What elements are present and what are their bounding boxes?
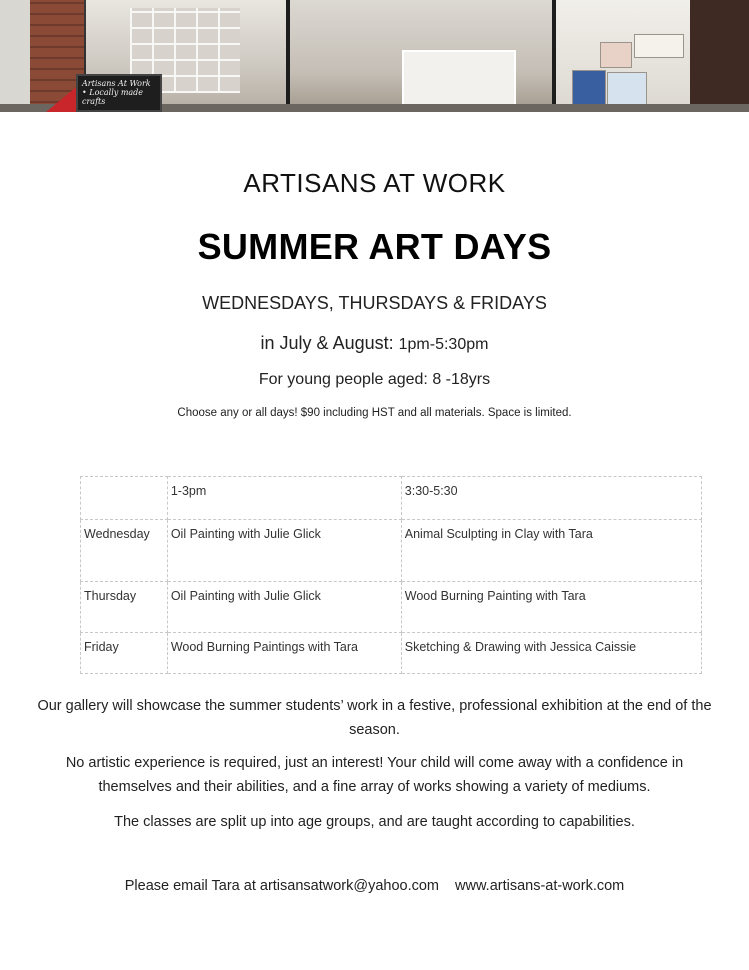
door-frame bbox=[690, 0, 749, 112]
table-cell: Sketching & Drawing with Jessica Caissie bbox=[401, 633, 701, 674]
table-row bbox=[81, 633, 702, 674]
table-cell: Friday bbox=[81, 633, 168, 674]
months-line bbox=[0, 333, 749, 354]
table-cell: Wood Burning Paintings with Tara bbox=[167, 633, 401, 674]
experience-paragraph: No artistic experience is required, just an interest! Your child will come away with a confidence in themselves and their abilities, and a fine array of works showing a variety of mediums. bbox=[65, 755, 684, 795]
time-text: 1pm-5:30pm bbox=[398, 336, 489, 353]
sandwich-board-sign bbox=[46, 74, 164, 112]
storefront-photo bbox=[0, 0, 749, 112]
days-line: WEDNESDAYS, THURSDAYS & FRIDAYS bbox=[202, 293, 547, 313]
table-cell: Animal Sculpting in Clay with Tara bbox=[401, 520, 701, 582]
table-cell: Oil Painting with Julie Glick bbox=[167, 520, 401, 582]
schedule-table bbox=[80, 476, 702, 674]
window-poster bbox=[600, 42, 632, 68]
pricing-line: Choose any or all days! $90 including HST and all materials. Space is limited. bbox=[177, 407, 572, 419]
table-cell: Thursday bbox=[81, 582, 168, 633]
table-cell: Wednesday bbox=[81, 520, 168, 582]
months-text: in July & August: bbox=[260, 333, 394, 353]
table-cell: Oil Painting with Julie Glick bbox=[167, 582, 401, 633]
page-title: SUMMER ART DAYS bbox=[197, 226, 552, 267]
storefront-wall bbox=[0, 0, 30, 112]
gallery-paragraph: Our gallery will showcase the summer students’ work in a festive, professional exhibition at the end of the season. bbox=[37, 698, 712, 738]
table-cell: Wood Burning Painting with Tara bbox=[401, 582, 701, 633]
table-cell bbox=[81, 477, 168, 520]
table-row bbox=[81, 582, 702, 633]
website-link[interactable]: www.artisans-at-work.com bbox=[455, 878, 625, 894]
organization-name: ARTISANS AT WORK bbox=[243, 168, 506, 198]
window-poster bbox=[572, 70, 606, 106]
age-groups-paragraph: The classes are split up into age groups, and are taught according to capabilities. bbox=[114, 814, 635, 830]
table-cell: 1-3pm bbox=[167, 477, 401, 520]
ages-line: For young people aged: 8 -18yrs bbox=[258, 371, 491, 388]
display-table bbox=[402, 50, 516, 108]
sign-board-text: Artisans At Work • Locally made crafts bbox=[76, 74, 162, 112]
contact-line bbox=[30, 874, 719, 898]
table-header-row bbox=[81, 477, 702, 520]
window-poster bbox=[607, 72, 647, 106]
contact-email[interactable]: Please email Tara at artisansatwork@yahoo.com bbox=[124, 878, 440, 894]
table-row bbox=[81, 520, 702, 582]
table-cell: 3:30-5:30 bbox=[401, 477, 701, 520]
window-poster bbox=[634, 34, 684, 58]
